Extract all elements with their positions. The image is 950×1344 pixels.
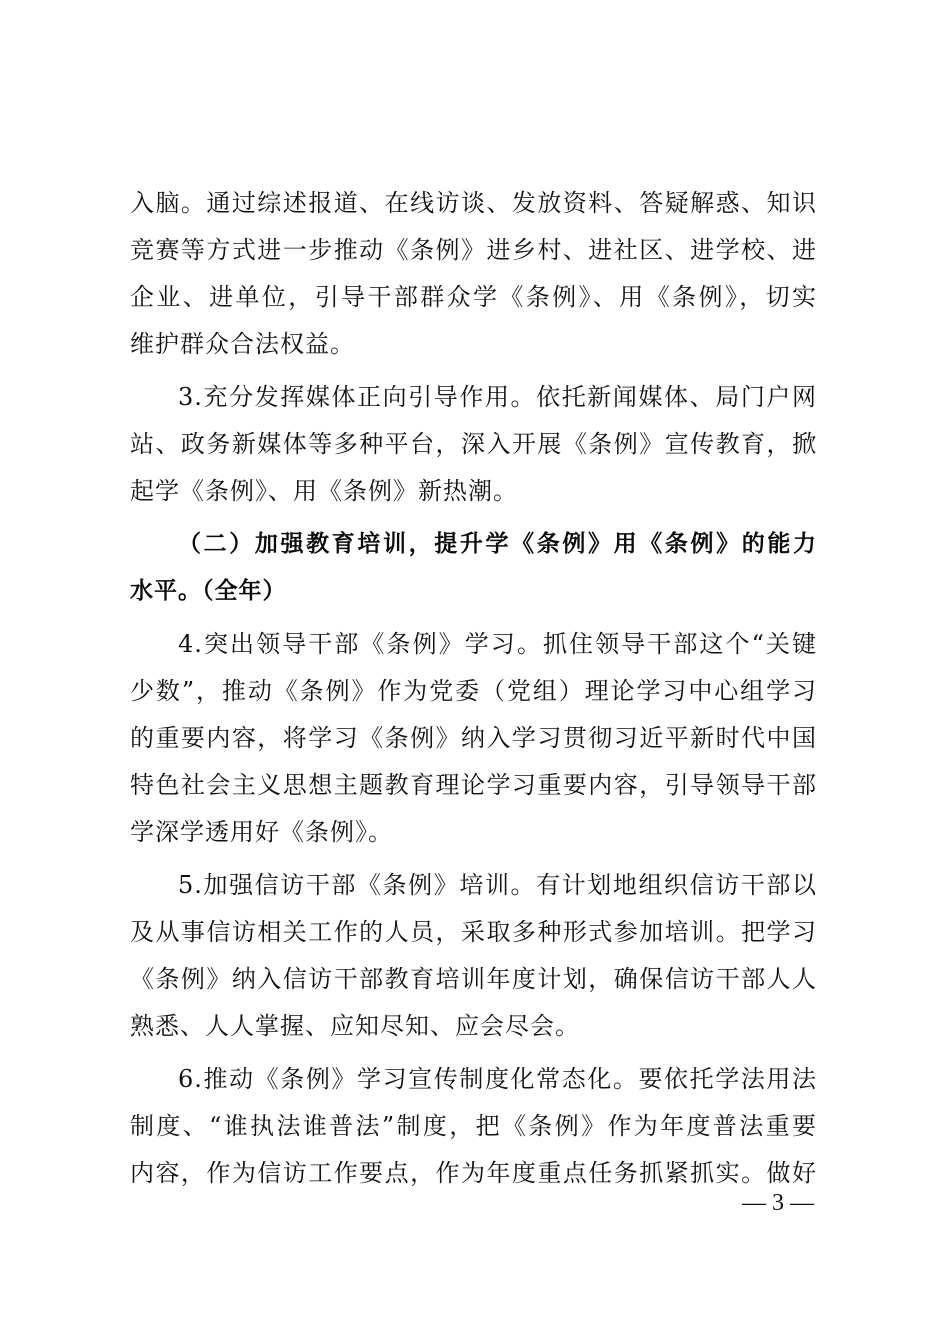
text-line: 5.加强信访干部《条例》培训。有计划地组织信访干部以 [178,871,817,899]
text-line: 站、政务新媒体等多种平台，深入开展《条例》宣传教育，掀 [130,430,817,458]
text-line: 6.推动《条例》学习宣传制度化常态化。要依托学法用法 [178,1065,817,1093]
text-line: 学深学透用好《条例》。 [130,818,393,846]
paragraph-item-3 [130,374,817,515]
page-number: — 3 — [742,1190,814,1216]
paragraph-continuation [130,180,817,368]
heading-line: 水平。（全年） [130,578,287,604]
text-line: 少数”，推动《条例》作为党委（党组）理论学习中心组学习 [130,677,817,705]
text-line: 内容，作为信访工作要点，作为年度重点任务抓紧抓实。做好 [130,1159,817,1187]
paragraph-item-4 [130,621,817,856]
text-line: 维护群众合法权益。 [130,330,355,358]
text-line: 企业、进单位，引导干部群众学《条例》、用《条例》，切实 [130,283,817,311]
text-line: 3.充分发挥媒体正向引导作用。依托新闻媒体、局门户网 [178,383,817,411]
text-line: 制度、“谁执法谁普法”制度，把《条例》作为年度普法重要 [130,1112,817,1140]
text-line: 特色社会主义思想主题教育理论学习重要内容，引导领导干部 [130,771,817,799]
page-body [130,180,817,1197]
text-line: 及从事信访相关工作的人员，采取多种形式参加培训。把学习 [130,918,817,946]
text-line: 入脑。通过综述报道、在线访谈、发放资料、答疑解惑、知识 [130,189,817,217]
text-line: 竞赛等方式进一步推动《条例》进乡村、进社区、进学校、进 [130,236,817,264]
text-line: 起学《条例》、用《条例》新热潮。 [130,477,518,505]
heading-line: （二）加强教育培训，提升学《条例》用《条例》的能力 [178,531,817,557]
text-line: 熟悉、人人掌握、应知尽知、应会尽会。 [130,1012,580,1040]
text-line: 4.突出领导干部《条例》学习。抓住领导干部这个“关键 [178,630,817,658]
text-line: 的重要内容，将学习《条例》纳入学习贯彻习近平新时代中国 [130,724,817,752]
section-heading-2 [130,521,817,615]
text-line: 《条例》纳入信访干部教育培训年度计划，确保信访干部人人 [130,965,817,993]
paragraph-item-6 [130,1056,817,1197]
paragraph-item-5 [130,862,817,1050]
